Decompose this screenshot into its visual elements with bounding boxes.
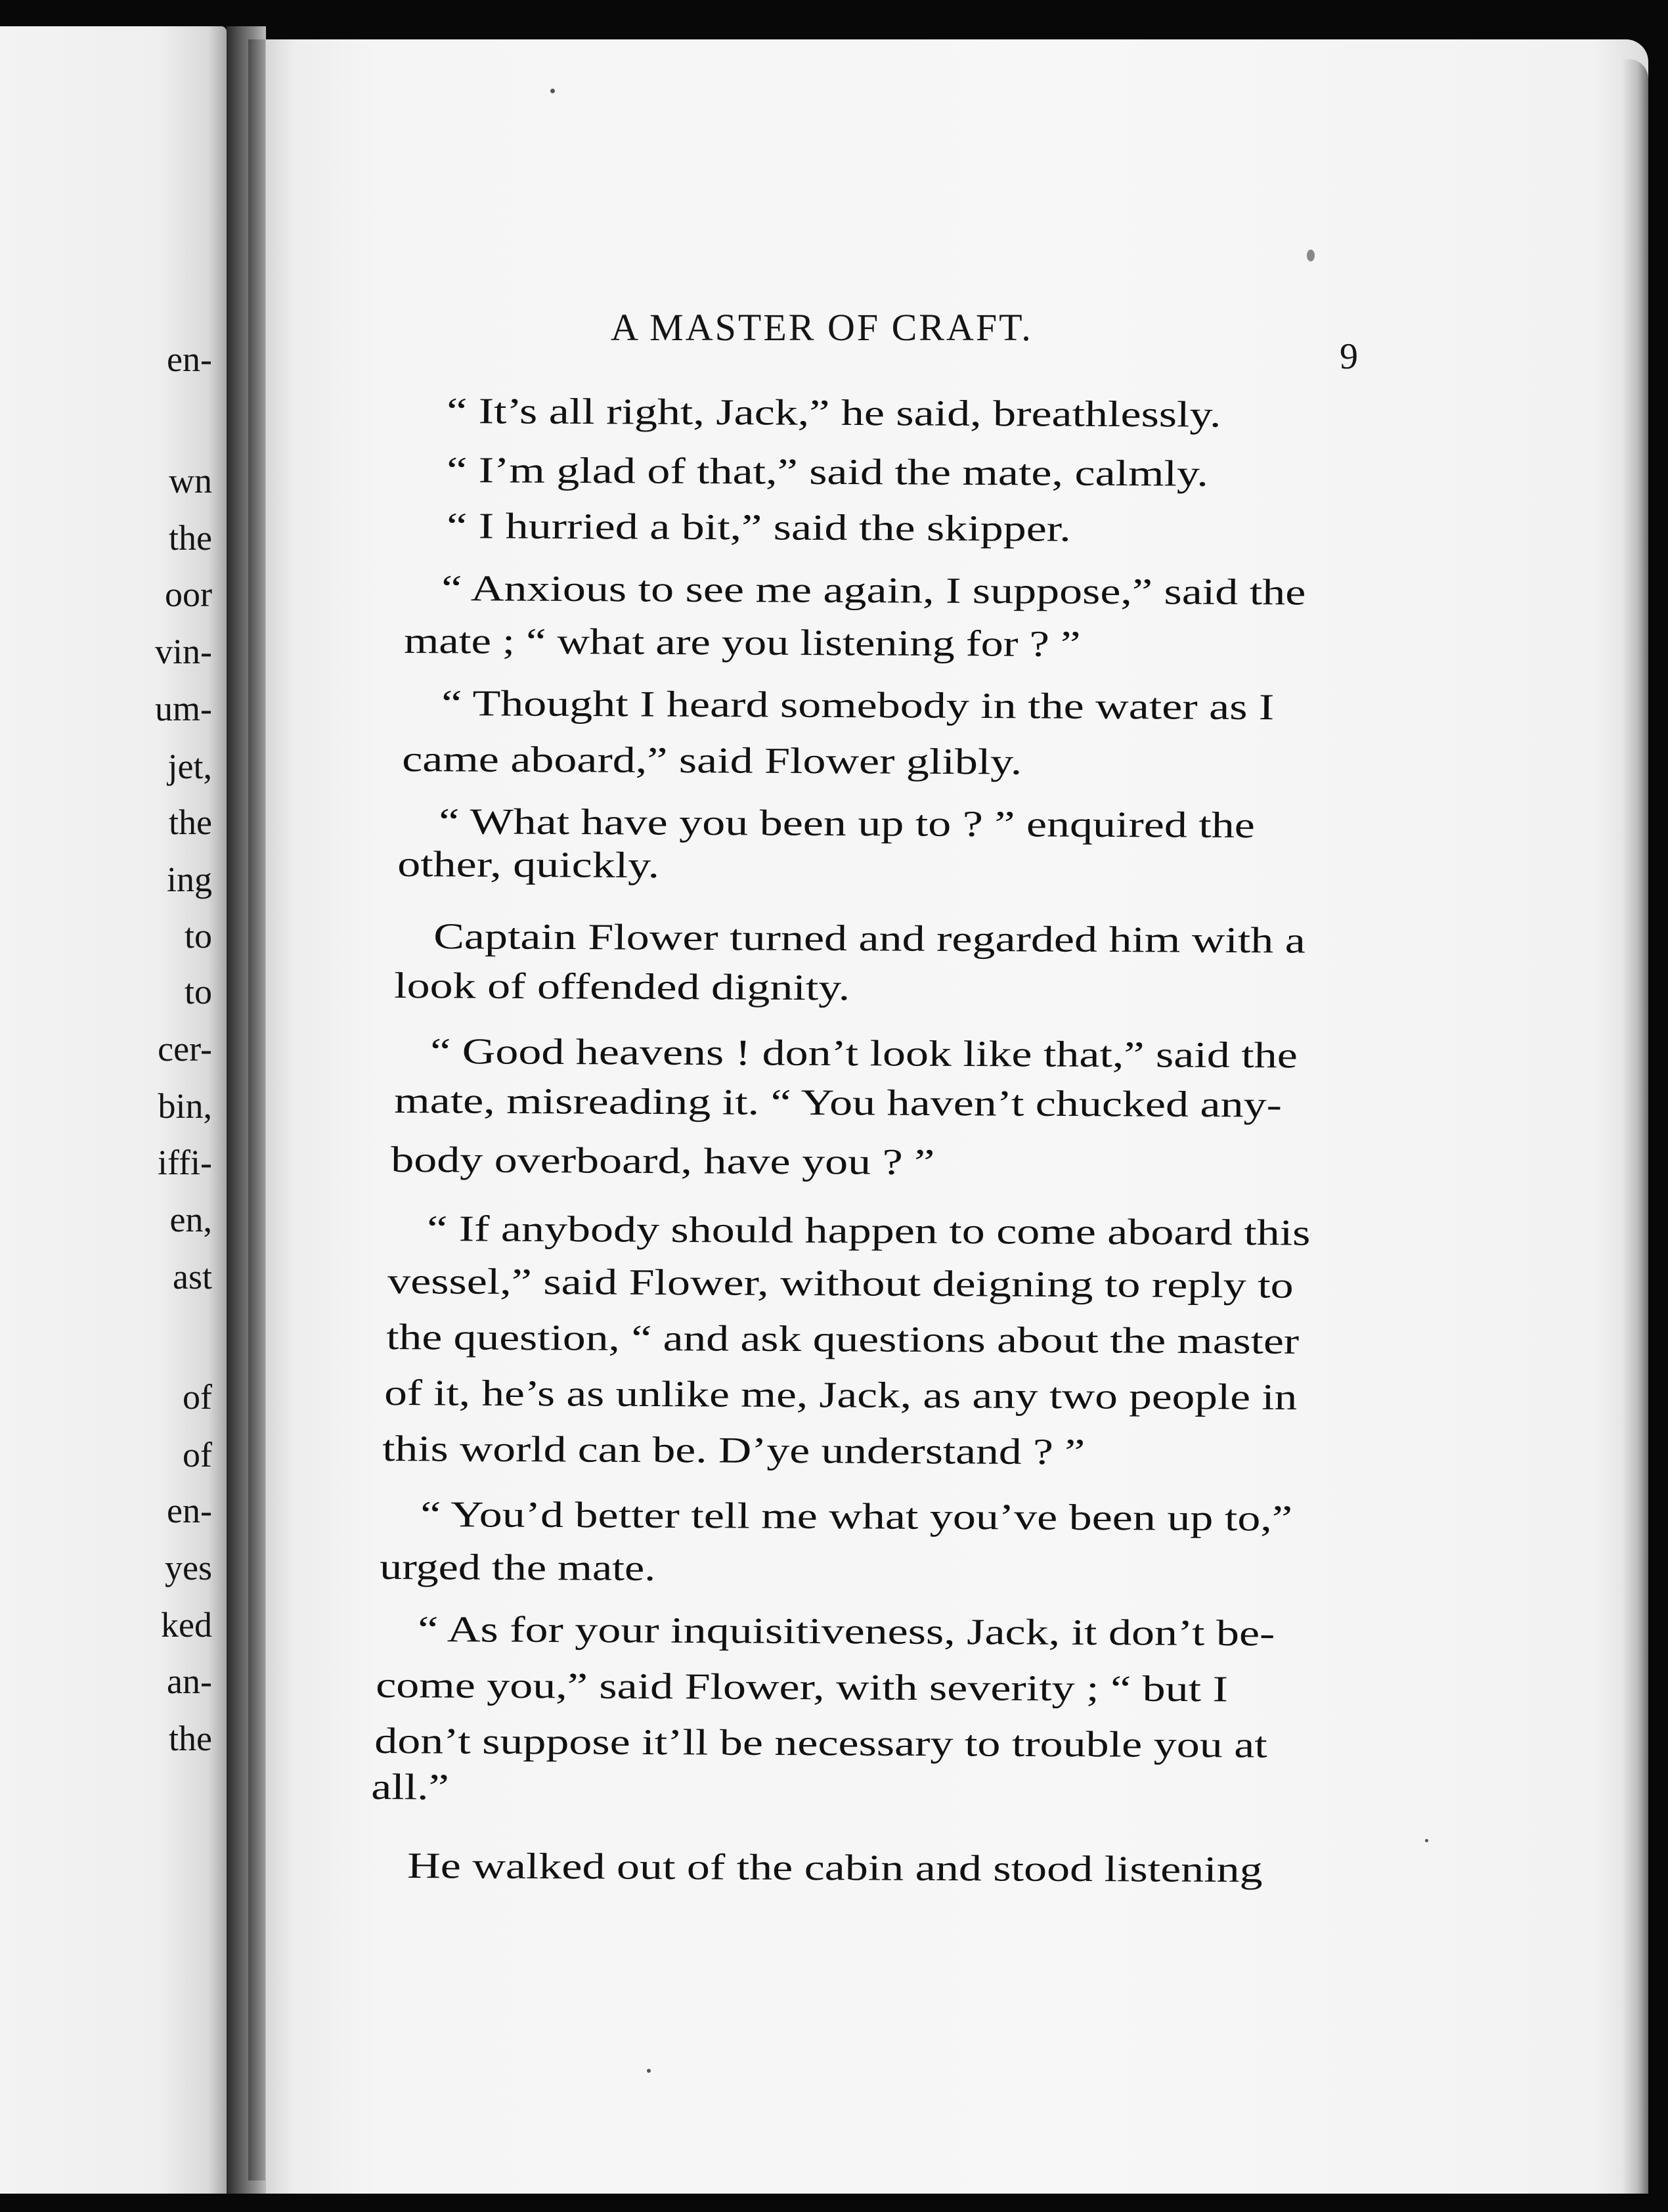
body-line: “ Thought I heard somebody in the water as I [441,683,1275,728]
body-line: don’t suppose it’ll be necessary to trouble you at [374,1721,1267,1766]
left-page-line-fragment: an- [167,1662,212,1701]
dust-speck [647,2069,651,2073]
body-line: mate ; “ what are you listening for ? ” [403,621,1081,665]
left-page-line-fragment: of [183,1377,212,1417]
left-page-line-fragment: vin- [155,632,212,671]
body-line: “ I’m glad of that,” said the mate, calmly. [446,450,1209,495]
body-line: vessel,” said Flower, without deigning to reply to [387,1261,1294,1306]
body-line: “ It’s all right, Jack,” he said, breathlessly. [446,391,1221,435]
body-line: of it, he’s as unlike me, Jack, as any two people in [384,1373,1298,1418]
body-line: “ As for your inquisitiveness, Jack, it don’t be- [417,1609,1275,1654]
body-line: He walked out of the cabin and stood listening [406,1846,1263,1891]
left-page-line-fragment: to [184,972,212,1011]
left-page-line-fragment: oor [165,575,212,614]
body-line: mate, misreading it. “ You haven’t chucked any- [393,1080,1283,1126]
page-edge-shadow [1622,59,1648,2194]
body-line: Captain Flower turned and regarded him with a [433,916,1306,962]
page-number: 9 [1340,336,1358,377]
body-line: “ I hurried a bit,” said the skipper. [446,506,1071,550]
left-page-line-fragment: en- [167,1491,212,1530]
left-page-line-fragment: ast [173,1257,212,1296]
left-page-line-fragment: um- [155,689,212,728]
left-page-line-fragment: en, [169,1200,212,1239]
spine-shadow [248,39,265,2180]
body-line: this world can be. D’ye understand ? ” [382,1428,1086,1473]
left-page-line-fragment: to [184,916,212,956]
left-page-line-fragment: ked [161,1605,212,1645]
left-page-line-fragment: bin, [158,1086,212,1126]
left-page-line-fragment: wn [169,461,212,500]
running-head: A MASTER OF CRAFT. [611,306,1033,349]
left-page-line-fragment: the [169,1719,212,1758]
body-line: the question, “ and ask questions about the master [385,1317,1300,1362]
body-line: “ Anxious to see me again, I suppose,” said the [441,568,1306,613]
dust-speck [550,89,555,93]
body-line: “ Good heavens ! don’t look like that,” said the [429,1031,1298,1076]
body-line: “ What have you been up to ? ” enquired the [438,801,1256,847]
left-page-line-fragment: iffi- [158,1143,212,1182]
body-line: look of offended dignity. [393,965,850,1009]
left-page-line-fragment: jet, [167,747,212,786]
body-line: other, quickly. [397,844,660,886]
body-line: all.” [370,1767,449,1808]
dust-speck [1307,250,1315,261]
left-page-line-fragment: en- [167,340,212,379]
body-line: “ You’d better tell me what you’ve been up to,” [420,1494,1293,1539]
left-page-line-fragment: of [183,1435,212,1474]
body-line: urged the mate. [379,1547,656,1589]
body-line: body overboard, have you ? ” [390,1139,935,1183]
body-line: “ If anybody should happen to come aboard this [426,1208,1311,1254]
facing-page-left [0,26,227,2194]
left-page-line-fragment: yes [165,1548,212,1587]
dust-speck [1425,1839,1428,1842]
left-page-line-fragment: ing [166,860,212,899]
left-page-line-fragment: the [169,518,212,558]
body-line: come you,” said Flower, with severity ; “ but I [375,1665,1229,1710]
left-page-line-fragment: the [169,803,212,842]
body-line: came aboard,” said Flower glibly. [401,739,1022,783]
left-page-line-fragment: cer- [158,1029,212,1069]
